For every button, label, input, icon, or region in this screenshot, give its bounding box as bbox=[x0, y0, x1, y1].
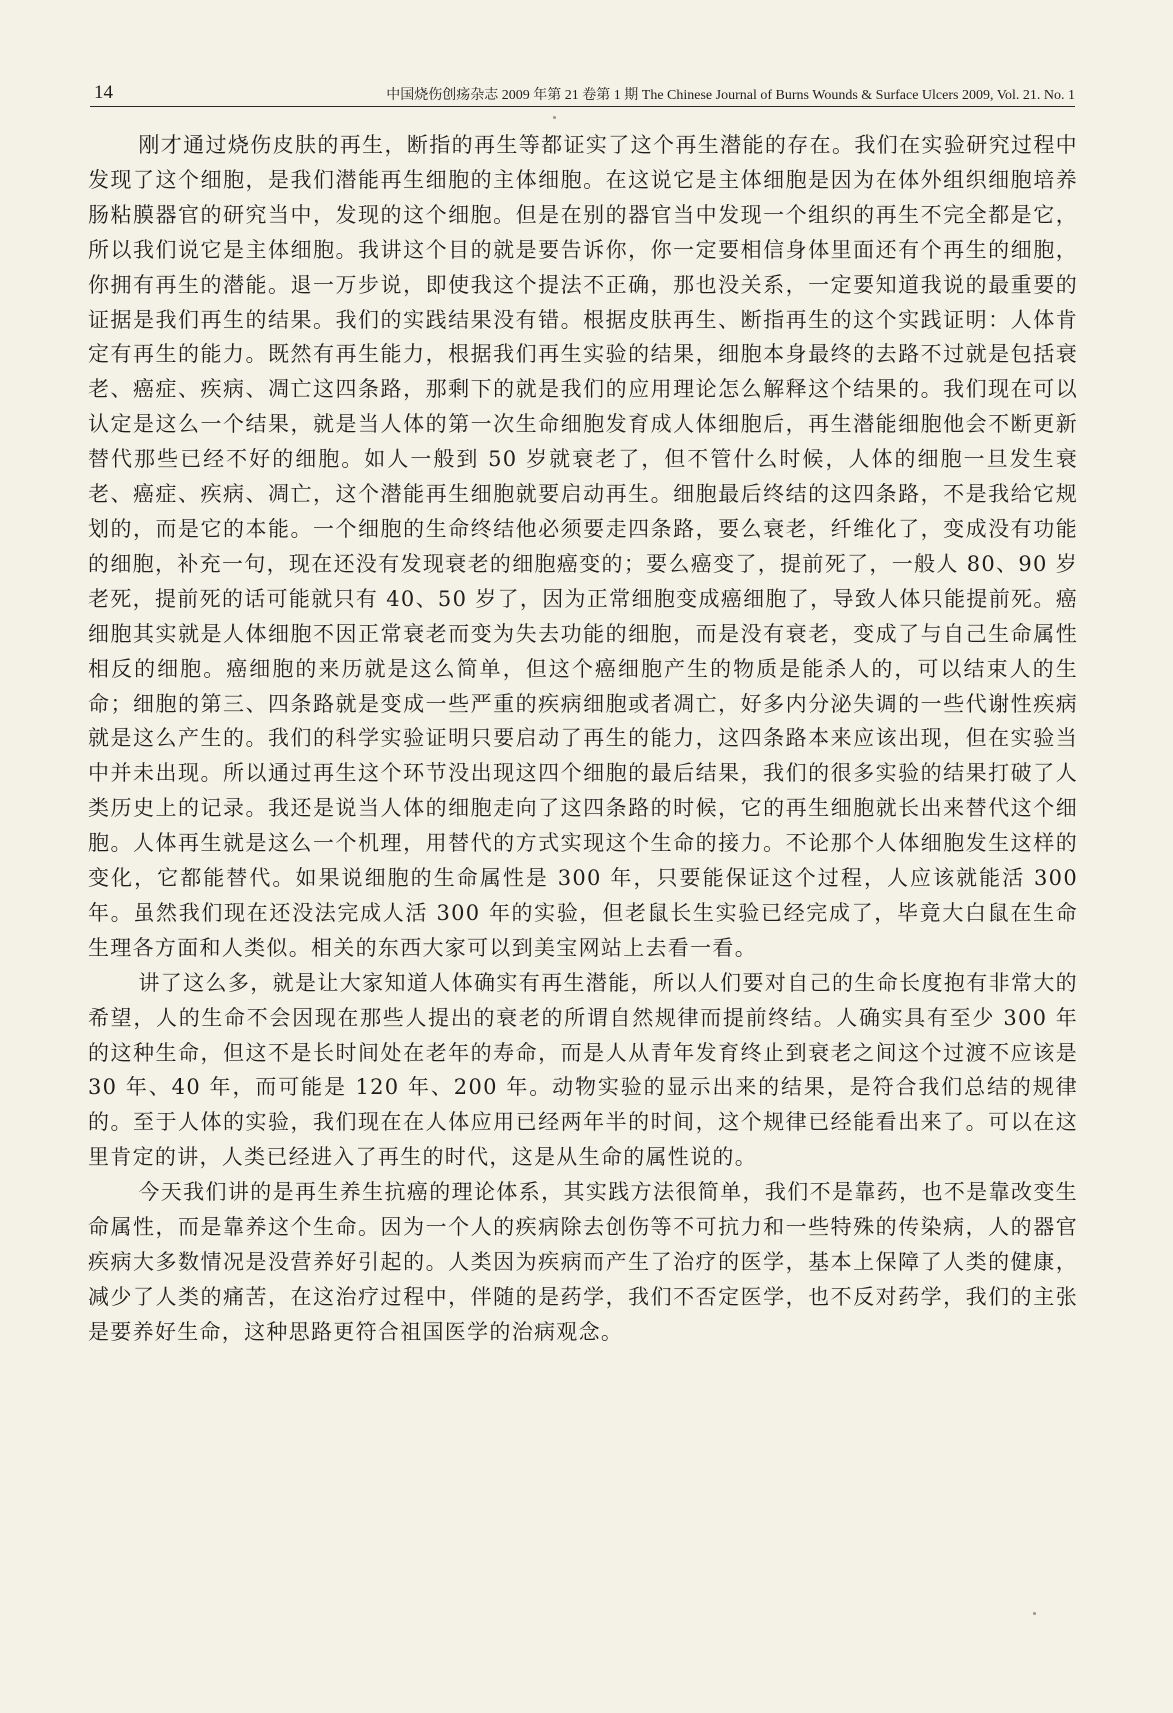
scan-speck bbox=[1033, 1612, 1036, 1615]
page-number: 14 bbox=[94, 82, 113, 103]
paragraph-2: 讲了这么多，就是让大家知道人体确实有再生潜能，所以人们要对自己的生命长度抱有非常大的希望，人的生命不会因现在那些人提出的衰老的所谓自然规律而提前终结。人确实具有至少 300 年的这种生命，但这不是长时间处在老年的寿命，而是人从青年发育终止到衰老之间这个过渡不应该是 30 年、40 年，而可能是 120 年、200 年。动物实验的显示出来的结果，是符合我们总结的规律的。至于人体的实验，我们现在在人体应用已经两年半的时间，这个规律已经能看出来了。可以在这里肯定的讲，人类已经进入了再生的时代，这是从生命的属性说的。 bbox=[88, 970, 1078, 1170]
scan-speck bbox=[553, 116, 556, 119]
running-head: 中国烧伤创疡杂志 2009 年第 21 卷第 1 期 The Chinese Journal of Burns Wounds & Surface Ulcers 2009, Vol. 21. No. 1 bbox=[386, 88, 1075, 103]
paragraph-1: 刚才通过烧伤皮肤的再生，断指的再生等都证实了这个再生潜能的存在。我们在实验研究过程中发现了这个细胞，是我们潜能再生细胞的主体细胞。在这说它是主体细胞是因为在体外组织细胞培养肠粘膜器官的研究当中，发现的这个细胞。但是在别的器官当中发现一个组织的再生不完全都是它，所以我们说它是主体细胞。我讲这个目的就是要告诉你，你一定要相信身体里面还有个再生的细胞，你拥有再生的潜能。退一万步说，即使我这个提法不正确，那也没关系，一定要知道我说的最重要的证据是我们再生的结果。我们的实践结果没有错。根据皮肤再生、断指再生的这个实践证明：人体肯定有再生的能力。既然有再生能力，根据我们再生实验的结果，细胞本身最终的去路不过就是包括衰老、癌症、疾病、凋亡这四条路，那剩下的就是我们的应用理论怎么解释这个结果的。我们现在可以认定是这么一个结果，就是当人体的第一次生命细胞发育成人体细胞后，再生潜能细胞他会不断更新替代那些已经不好的细胞。如人一般到 50 岁就衰老了，但不管什么时候，人体的细胞一旦发生衰老、癌症、疾病、凋亡，这个潜能再生细胞就要启动再生。细胞最后终结的这四条路，不是我给它规划的，而是它的本能。一个细胞的生命终结他必须要走四条路，要么衰老，纤维化了，变成没有功能的细胞，补充一句，现在还没有发现衰老的细胞癌变的；要么癌变了，提前死了，一般人 80、90 岁老死，提前死的话可能就只有 40、50 岁了，因为正常细胞变成癌细胞了，导致人体只能提前死。癌细胞其实就是人体细胞不因正常衰老而变为失去功能的细胞，而是没有衰老，变成了与自己生命属性相反的细胞。癌细胞的来历就是这么简单，但这个癌细胞产生的物质是能杀人的，可以结束人的生命；细胞的第三、四条路就是变成一些严重的疾病细胞或者凋亡，好多内分泌失调的一些代谢性疾病就是这么产生的。我们的科学实验证明只要启动了再生的能力，这四条路本来应该出现，但在实验当中并未出现。所以通过再生这个环节没出现这四个细胞的最后结果，我们的很多实验的结果打破了人类历史上的记录。我还是说当人体的细胞走向了这四条路的时候，它的再生细胞就长出来替代这个细胞。人体再生就是这么一个机理，用替代的方式实现这个生命的接力。不论那个人体细胞发生这样的变化，它都能替代。如果说细胞的生命属性是 300 年，只要能保证这个过程，人应该就能活 300 年。虽然我们现在还没法完成人活 300 年的实验，但老鼠长生实验已经完成了，毕竟大白鼠在生命生理各方面和人类似。相关的东西大家可以到美宝网站上去看一看。 bbox=[88, 133, 1078, 960]
article-body bbox=[88, 128, 1078, 1350]
paragraph-3: 今天我们讲的是再生养生抗癌的理论体系，其实践方法很简单，我们不是靠药，也不是靠改变生命属性，而是靠养这个生命。因为一个人的疾病除去创伤等不可抗力和一些特殊的传染病，人的器官疾病大多数情况是没营养好引起的。人类因为疾病而产生了治疗的医学，基本上保障了人类的健康，减少了人类的痛苦，在这治疗过程中，伴随的是药学，我们不否定医学，也不反对药学，我们的主张是要养好生命，这种思路更符合祖国医学的治病观念。 bbox=[88, 1180, 1078, 1344]
page-header bbox=[90, 80, 1075, 107]
